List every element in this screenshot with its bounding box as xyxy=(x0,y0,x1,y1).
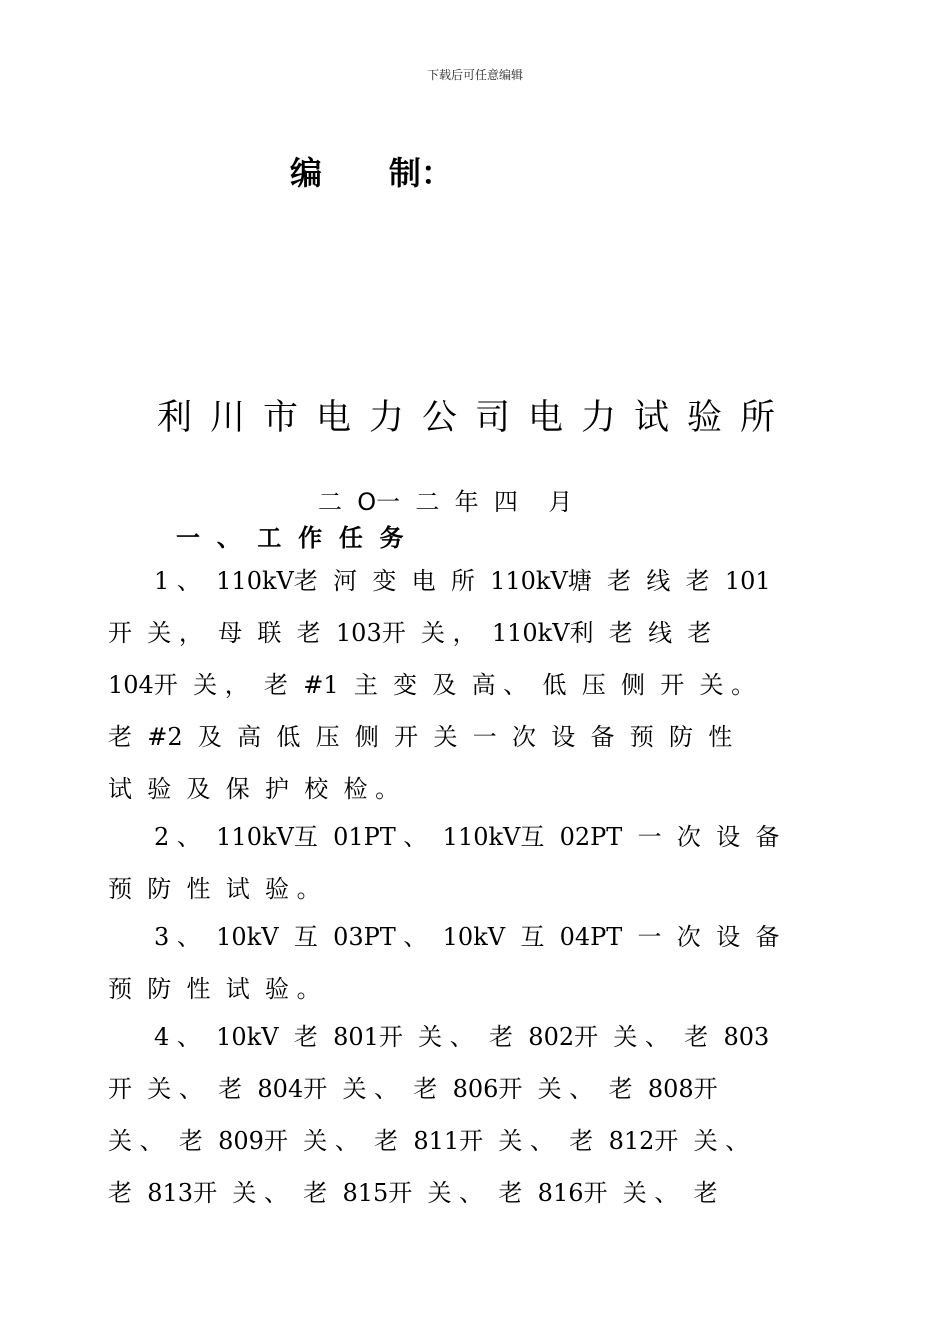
page-header-note: 下载后可任意编辑 xyxy=(426,68,523,82)
section-title-work-tasks: 一 、 工 作 任 务 xyxy=(176,524,404,552)
compiler-label: 编 制： xyxy=(290,154,453,192)
task-2-line-2: 预 防 性 试 验 。 xyxy=(108,875,321,903)
task-1-line-1: 1 、 110kV老 河 变 电 所 110kV塘 老 线 老 101 xyxy=(154,567,771,595)
task-4-line-2: 开 关 、 老 804开 关 、 老 806开 关 、 老 808开 xyxy=(108,1075,718,1103)
task-4-line-4: 老 813开 关 、 老 815开 关 、 老 816开 关 、 老 xyxy=(108,1179,718,1207)
task-3-line-1: 3 、 10kV 互 03PT 、 10kV 互 04PT 一 次 设 备 xyxy=(154,923,780,951)
document-date: 二 O一 二 年 四 月 xyxy=(318,488,573,516)
task-1-line-2: 开 关 ， 母 联 老 103开 关 ， 110kV利 老 线 老 xyxy=(108,619,712,647)
task-4-line-1: 4 、 10kV 老 801开 关 、 老 802开 关 、 老 803 xyxy=(154,1023,770,1051)
task-1-line-3: 104开 关 ， 老 #1 主 变 及 高 、 低 压 侧 开 关 。 xyxy=(108,671,756,699)
task-4-line-3: 关 、 老 809开 关 、 老 811开 关 、 老 812开 关 、 xyxy=(108,1127,750,1155)
task-1-line-4: 老 #2 及 高 低 压 侧 开 关 一 次 设 备 预 防 性 xyxy=(108,723,733,751)
organization-title: 利川市电力公司电力试验所 xyxy=(156,398,793,438)
task-1-line-5: 试 验 及 保 护 校 检 。 xyxy=(108,775,400,803)
task-3-line-2: 预 防 性 试 验 。 xyxy=(108,975,321,1003)
task-2-line-1: 2 、 110kV互 01PT 、 110kV互 02PT 一 次 设 备 xyxy=(154,823,780,851)
